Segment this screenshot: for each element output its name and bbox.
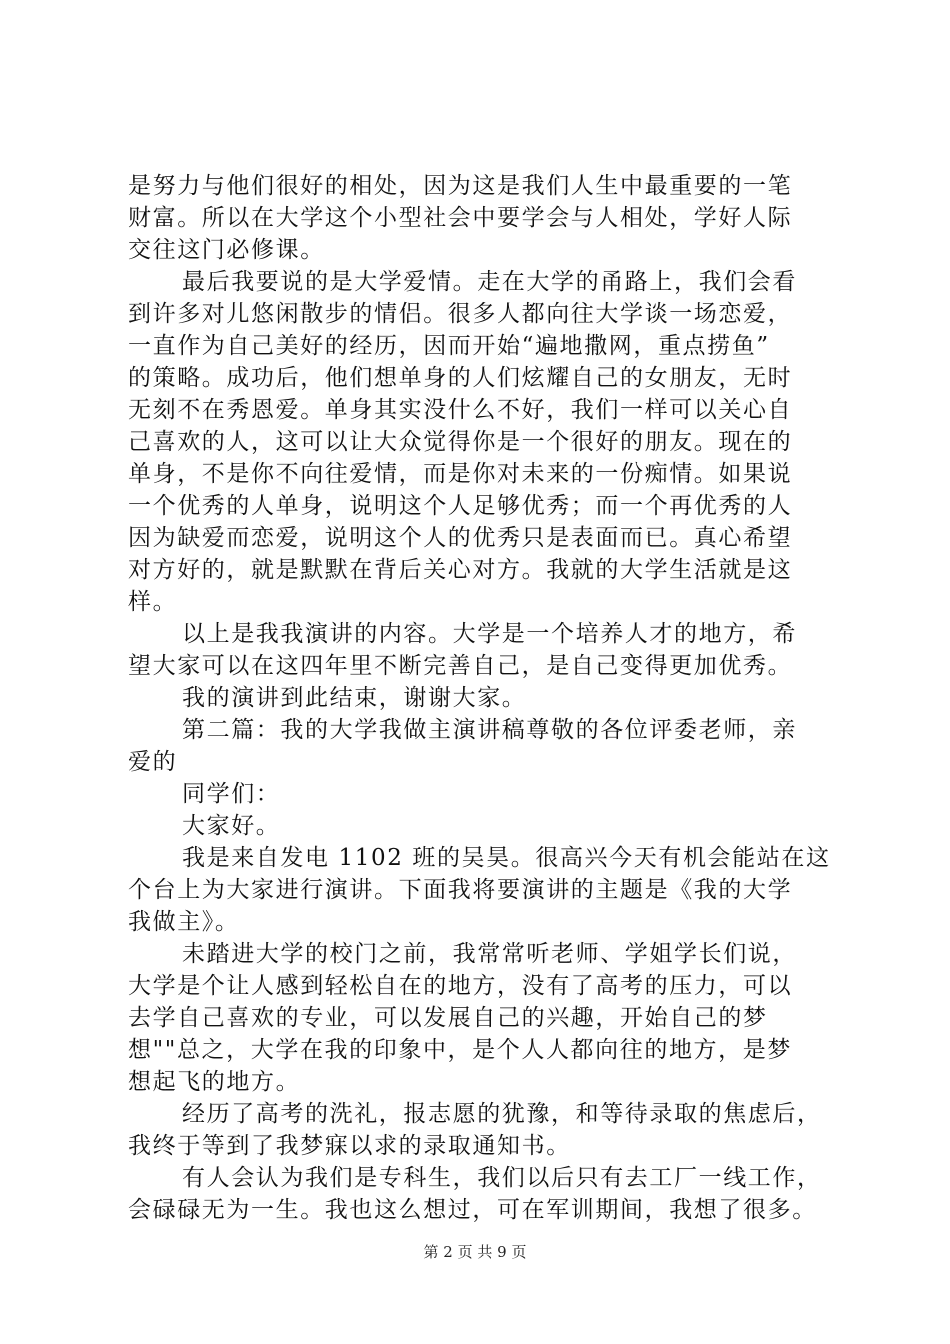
text-line: 望大家可以在这四年里不断完善自己，是自己变得更加优秀。 xyxy=(128,653,793,679)
text-line: 想""总之，大学在我的印象中，是个人人都向往的地方，是梦 xyxy=(128,1037,792,1063)
text-line: 个台上为大家进行演讲。下面我将要演讲的主题是《我的大学 xyxy=(128,877,793,903)
text-line: 大学是个让人感到轻松自在的地方，没有了高考的压力，可以 xyxy=(128,973,793,999)
text-line: 无刻不在秀恩爱。单身其实没什么不好，我们一样可以关心自 xyxy=(128,397,793,423)
text-line: 的策略。成功后，他们想单身的人们炫耀自己的女朋友，无时 xyxy=(128,365,793,391)
text-line: 我的演讲到此结束，谢谢大家。 xyxy=(182,685,527,711)
text-line: 对方好的，就是默默在背后关心对方。我就的大学生活就是这 xyxy=(128,557,793,583)
text-line: 未踏进大学的校门之前，我常常听老师、学姐学长们说， xyxy=(182,941,797,967)
text-line: 爱的 xyxy=(128,749,178,775)
text-line: 是努力与他们很好的相处，因为这是我们人生中最重要的一笔 xyxy=(128,173,793,199)
text-line: 以上是我我演讲的内容。大学是一个培养人才的地方，希 xyxy=(182,621,797,647)
text-line: 最后我要说的是大学爱情。走在大学的甬路上，我们会看 xyxy=(182,269,797,295)
text-line: 单身，不是你不向往爱情，而是你对未来的一份痴情。如果说 xyxy=(128,461,793,487)
text-line: 交往这门必修课。 xyxy=(128,237,325,263)
text-line: 一直作为自己美好的经历，因而开始“遍地撒网，重点捞鱼” xyxy=(128,333,770,359)
text-line: 有人会认为我们是专科生，我们以后只有去工厂一线工作， xyxy=(182,1165,822,1191)
text-line: 会碌碌无为一生。我也这么想过，可在军训期间，我想了很多。 xyxy=(128,1197,817,1223)
text-line: 己喜欢的人，这可以让大众觉得你是一个很好的朋友。现在的 xyxy=(128,429,793,455)
text-line: 我做主》。 xyxy=(128,909,240,935)
text-line: 大家好。 xyxy=(182,813,281,839)
text-line: 财富。所以在大学这个小型社会中要学会与人相处，学好人际 xyxy=(128,205,793,231)
text-line: 去学自己喜欢的专业，可以发展自己的兴趣，开始自己的梦 xyxy=(128,1005,768,1031)
text-line: 想起飞的地方。 xyxy=(128,1069,301,1095)
text-line: 同学们： xyxy=(182,781,281,807)
text-line: 一个优秀的人单身，说明这个人足够优秀；而一个再优秀的人 xyxy=(128,493,793,519)
text-line: 我终于等到了我梦寐以求的录取通知书。 xyxy=(128,1133,571,1159)
text-line: 到许多对儿悠闲散步的情侣。很多人都向往大学谈一场恋爱， xyxy=(128,301,793,327)
page-footer: 第 2 页 共 9 页 xyxy=(423,1243,527,1261)
text-line: 经历了高考的洗礼，报志愿的犹豫，和等待录取的焦虑后， xyxy=(182,1101,822,1127)
text-line: 因为缺爱而恋爱，说明这个人的优秀只是表面而已。真心希望 xyxy=(128,525,793,551)
document-body xyxy=(128,170,830,1226)
text-line: 样。 xyxy=(128,589,178,615)
text-line: 我是来自发电 1102 班的吴昊。很高兴今天有机会能站在这 xyxy=(182,845,831,871)
text-line: 第二篇：我的大学我做主演讲稿尊敬的各位评委老师，亲 xyxy=(182,717,797,743)
